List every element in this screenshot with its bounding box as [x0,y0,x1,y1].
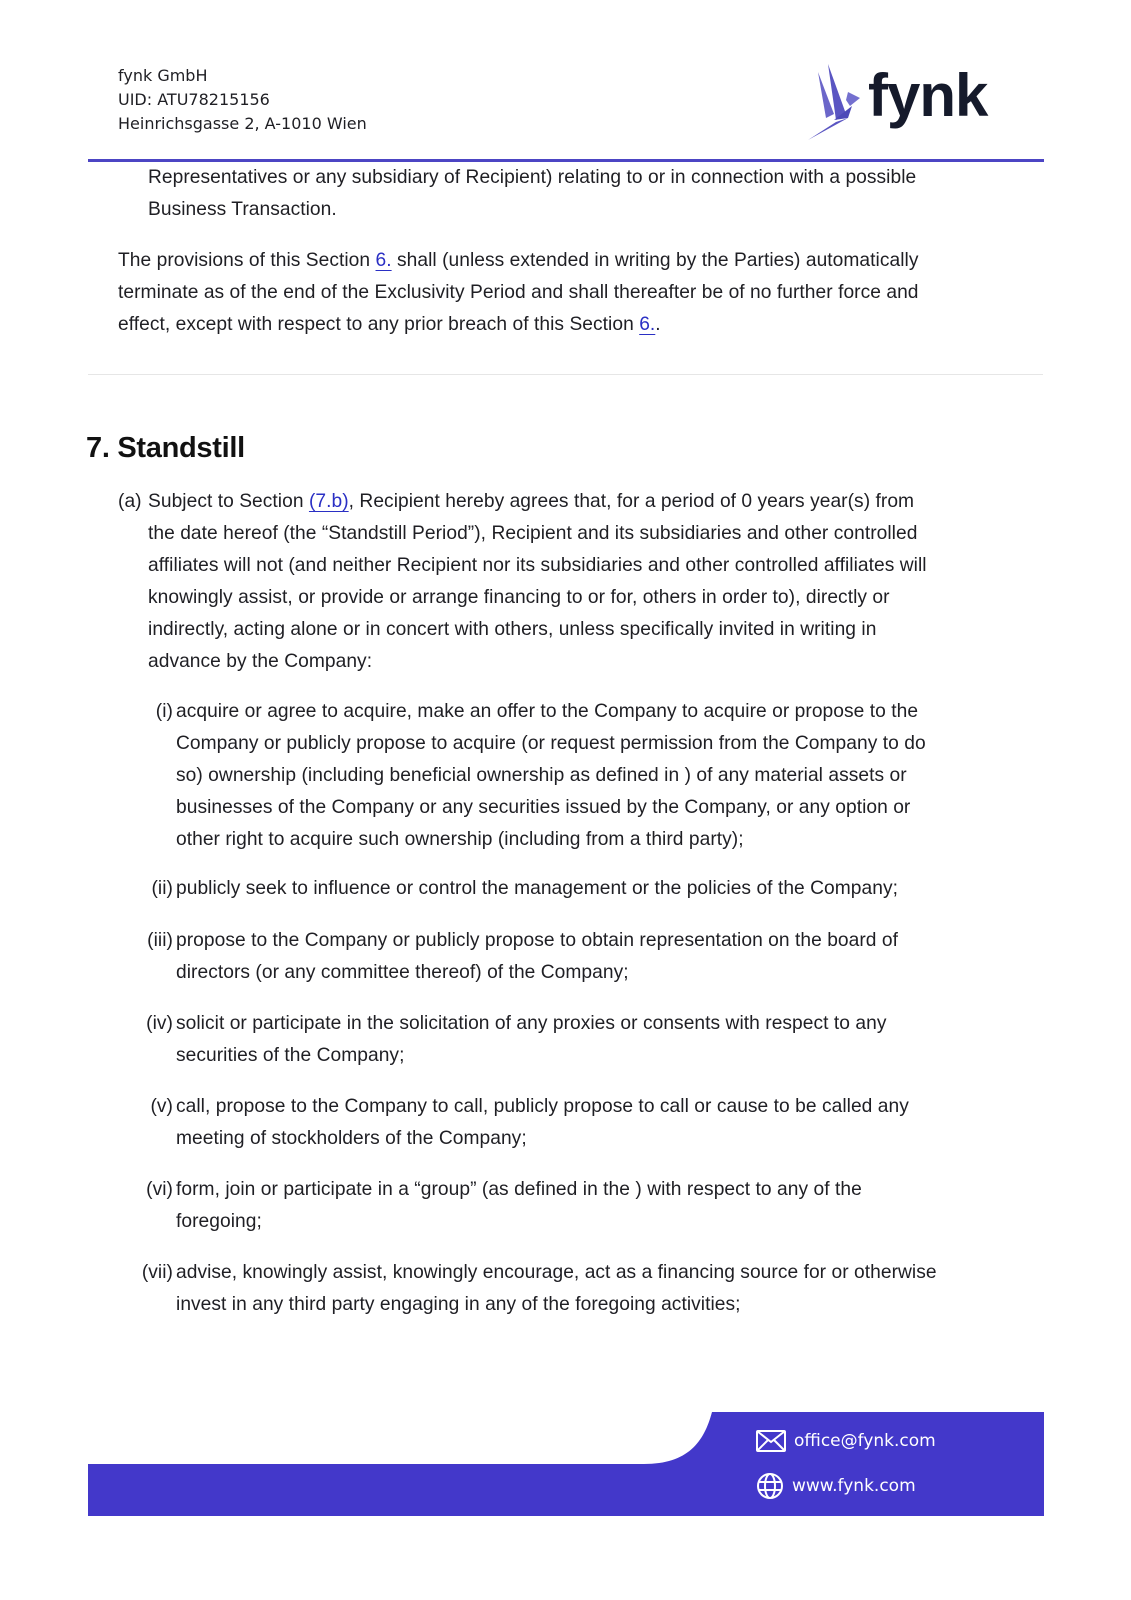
text: Subject to Section [148,491,309,512]
text: shall (unless extended in writing by the Parties) automatically [391,250,919,271]
text-line: advance by the Company: [148,651,373,672]
fynk-logo [808,62,1008,142]
item-iii [176,925,898,989]
section-6-link[interactable]: 6. [639,314,656,335]
item-ii-marker: (ii) [151,878,173,899]
item-v [176,1091,909,1155]
termination-paragraph [118,245,919,341]
item-i-marker: (i) [155,701,173,722]
text: The provisions of this Section [118,250,376,271]
footer-email[interactable] [756,1430,936,1452]
text-line [118,309,919,341]
text-line: Business Transaction. [148,199,337,220]
continuation-paragraph [148,162,916,226]
text-line: advise, knowingly assist, knowingly encourage, act as a financing source for or otherwise [176,1262,937,1283]
item-ii [176,873,898,905]
globe-icon [756,1472,784,1500]
text-line: call, propose to the Company to call, publicly propose to call or cause to be called any [176,1096,909,1117]
origami-bird-icon [808,62,868,142]
logo-wordmark: fynk [868,62,988,129]
clause-a-marker: (a) [118,491,142,512]
text-line: knowingly assist, or provide or arrange financing to or for, others in order to), directly or [148,587,890,608]
company-uid: UID: ATU78215156 [118,90,270,109]
text: , Recipient hereby agrees that, for a period of 0 years year(s) from [348,491,915,512]
section-6-link[interactable]: 6. [375,250,392,271]
company-address: Heinrichsgasse 2, A-1010 Wien [118,114,367,133]
item-iv-marker: (iv) [146,1013,173,1034]
text-line: securities of the Company; [176,1045,405,1066]
company-name: fynk GmbH [118,66,208,85]
text-line: so) ownership (including beneficial ownership as defined in ) of any material assets or [176,765,907,786]
text: effect, except with respect to any prior breach of this Section [118,314,640,335]
item-vi [176,1174,862,1238]
item-v-marker: (v) [150,1096,173,1117]
text-line [148,486,914,518]
text-line: foregoing; [176,1211,262,1232]
website-text[interactable]: www.fynk.com [792,1476,916,1496]
text-line: Representatives or any subsidiary of Recipient) relating to or in connection with a possible [148,167,917,188]
text-line: publicly seek to influence or control the management or the policies of the Company; [176,878,898,899]
text-line: terminate as of the end of the Exclusivity Period and shall thereafter be of no further force and [118,282,919,303]
text-line: solicit or participate in the solicitation of any proxies or consents with respect to any [176,1013,887,1034]
footer-website[interactable] [756,1472,916,1500]
text-line: businesses of the Company or any securities issued by the Company, or any option or [176,797,911,818]
text-line: directors (or any committee thereof) of the Company; [176,962,629,983]
clause-a-continuation [148,518,927,678]
section-divider [88,374,1043,375]
item-iii-marker: (iii) [147,930,173,951]
section-heading: 7. Standstill [86,432,245,464]
item-vii [176,1257,937,1321]
item-vii-marker: (vii) [141,1262,173,1283]
email-text[interactable]: office@fynk.com [794,1431,936,1451]
text-line [118,245,919,277]
item-iv [176,1008,886,1072]
text-line: Company or publicly propose to acquire (or request permission from the Company to do [176,733,926,754]
text-line: invest in any third party engaging in any of the foregoing activities; [176,1294,741,1315]
text-line: acquire or agree to acquire, make an offer to the Company to acquire or propose to the [176,701,919,722]
clause-a [148,486,914,518]
text-line: indirectly, acting alone or in concert with others, unless specifically invited in writing in [148,619,877,640]
text-line: the date hereof (the “Standstill Period”), Recipient and its subsidiaries and other controlled [148,523,918,544]
text-line: affiliates will not (and neither Recipient nor its subsidiaries and other controlled affiliates will [148,555,927,576]
text-line: form, join or participate in a “group” (as defined in the ) with respect to any of the [176,1179,862,1200]
page-header [0,0,1131,165]
company-info [118,64,367,136]
text-line: propose to the Company or publicly propose to obtain representation on the board of [176,930,899,951]
item-vi-marker: (vi) [146,1179,173,1200]
section-7b-link[interactable]: (7.b) [308,491,349,512]
envelope-icon [756,1430,786,1452]
text-line: meeting of stockholders of the Company; [176,1128,527,1149]
item-i [176,696,926,856]
text: . [655,314,661,335]
text-line: other right to acquire such ownership (including from a third party); [176,829,744,850]
